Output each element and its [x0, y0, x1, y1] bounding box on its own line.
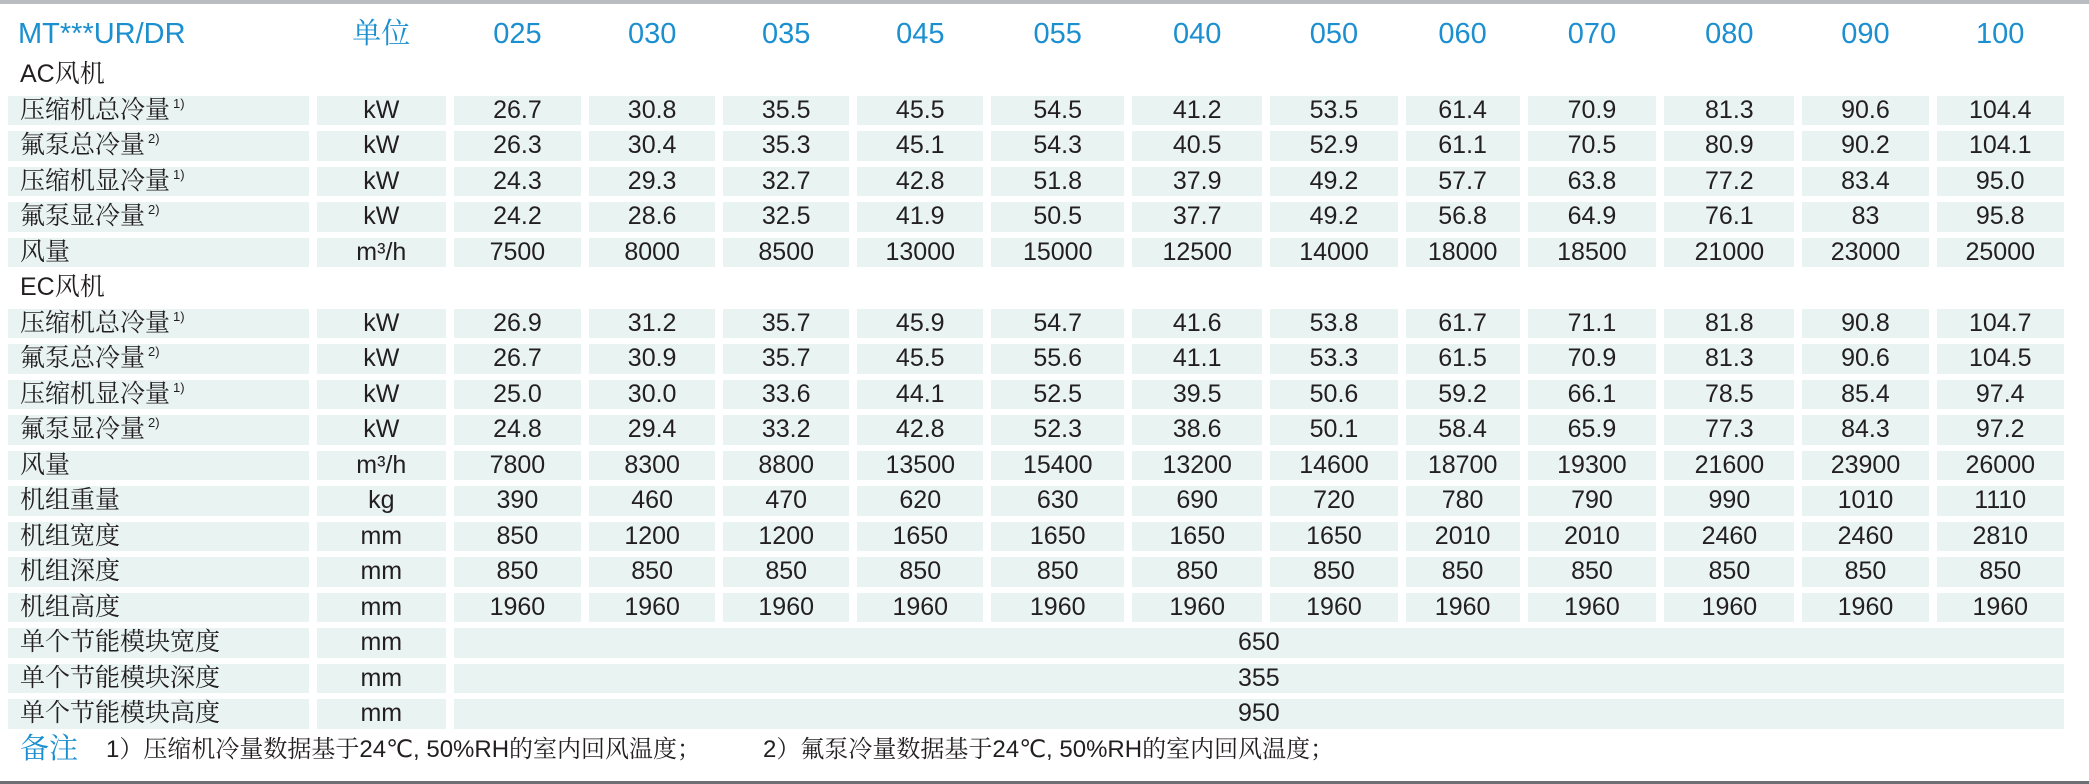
table-row — [8, 96, 2064, 126]
value-cell: 1960 — [857, 593, 983, 623]
model-column-header: 090 — [1802, 14, 1928, 54]
merged-value-cell: 950 — [454, 699, 2064, 729]
footnote-marker: 2) — [148, 202, 160, 217]
spec-table — [0, 8, 2072, 735]
value-cell: 25000 — [1937, 238, 2065, 268]
value-cell: 850 — [454, 522, 581, 552]
row-label: 机组深度 — [20, 557, 121, 585]
value-cell: 49.2 — [1270, 167, 1397, 197]
value-cell: 29.3 — [589, 167, 715, 197]
unit-cell: kW — [317, 167, 446, 197]
row-label: 单个节能模块宽度 — [8, 628, 309, 658]
row-label: 单个节能模块深度 — [8, 664, 309, 694]
value-cell: 41.1 — [1132, 344, 1262, 374]
unit-cell: mm — [317, 593, 446, 623]
table-row — [8, 309, 2064, 339]
row-label-cell — [8, 486, 309, 516]
value-cell: 470 — [723, 486, 849, 516]
value-cell: 31.2 — [589, 309, 715, 339]
value-cell: 33.2 — [723, 415, 849, 445]
value-cell: 850 — [1802, 557, 1928, 587]
value-cell: 77.2 — [1664, 167, 1794, 197]
value-cell: 37.9 — [1132, 167, 1262, 197]
row-label: 氟泵显冷量 — [20, 415, 146, 443]
value-cell: 41.2 — [1132, 96, 1262, 126]
value-cell: 38.6 — [1132, 415, 1262, 445]
row-label: 氟泵总冷量 — [20, 131, 146, 159]
row-label: 氟泵显冷量 — [20, 202, 146, 230]
value-cell: 850 — [1132, 557, 1262, 587]
value-cell: 35.7 — [723, 344, 849, 374]
row-label-cell — [8, 131, 309, 161]
value-cell: 70.5 — [1528, 131, 1657, 161]
table-row — [8, 486, 2064, 516]
row-label: 机组高度 — [20, 592, 121, 621]
row-label-cell — [8, 96, 309, 126]
row-label-cell — [8, 309, 309, 339]
footnote-marker: 2) — [148, 344, 160, 359]
value-cell: 460 — [589, 486, 715, 516]
table-row — [8, 202, 2064, 232]
value-cell: 39.5 — [1132, 380, 1262, 410]
value-cell: 104.1 — [1937, 131, 2065, 161]
value-cell: 56.8 — [1406, 202, 1520, 232]
model-column-header: 055 — [991, 14, 1124, 54]
row-label-cell — [8, 238, 309, 268]
notes-title: 备注 — [20, 732, 79, 765]
value-cell: 850 — [1664, 557, 1794, 587]
value-cell: 81.8 — [1664, 309, 1794, 339]
value-cell: 78.5 — [1664, 380, 1794, 410]
model-column-header: 050 — [1270, 14, 1397, 54]
row-label-cell — [8, 522, 309, 552]
value-cell: 8500 — [723, 238, 849, 268]
value-cell: 19300 — [1528, 451, 1657, 481]
value-cell: 1960 — [1270, 593, 1397, 623]
value-cell: 55.6 — [991, 344, 1124, 374]
value-cell: 850 — [454, 557, 581, 587]
row-label-cell — [8, 593, 309, 623]
value-cell: 64.9 — [1528, 202, 1657, 232]
value-cell: 1110 — [1937, 486, 2065, 516]
value-cell: 2010 — [1528, 522, 1657, 552]
value-cell: 30.9 — [589, 344, 715, 374]
model-column-header: 030 — [589, 14, 715, 54]
value-cell: 18500 — [1528, 238, 1657, 268]
row-label: 压缩机总冷量 — [20, 308, 171, 337]
footnote-marker: 1) — [173, 95, 185, 111]
row-label: 机组重量 — [20, 486, 121, 514]
value-cell: 61.4 — [1406, 96, 1520, 126]
value-cell: 50.6 — [1270, 380, 1397, 410]
top-rule — [0, 0, 2089, 4]
value-cell: 35.3 — [723, 131, 849, 161]
value-cell: 24.2 — [454, 202, 581, 232]
value-cell: 81.3 — [1664, 344, 1794, 374]
value-cell: 1960 — [589, 593, 715, 623]
value-cell: 45.1 — [857, 131, 983, 161]
footnotes — [20, 728, 1334, 764]
row-label: 压缩机总冷量 — [20, 95, 171, 124]
value-cell: 25.0 — [454, 380, 581, 410]
value-cell: 45.9 — [857, 309, 983, 339]
value-cell: 850 — [1937, 557, 2065, 587]
value-cell: 18000 — [1406, 238, 1520, 268]
unit-cell: kW — [317, 344, 446, 374]
value-cell: 80.9 — [1664, 131, 1794, 161]
value-cell: 35.5 — [723, 96, 849, 126]
value-cell: 49.2 — [1270, 202, 1397, 232]
value-cell: 58.4 — [1406, 415, 1520, 445]
value-cell: 61.1 — [1406, 131, 1520, 161]
value-cell: 85.4 — [1802, 380, 1928, 410]
value-cell: 41.9 — [857, 202, 983, 232]
value-cell: 76.1 — [1664, 202, 1794, 232]
section-row — [8, 273, 2064, 303]
table-row — [8, 699, 2064, 729]
value-cell: 65.9 — [1528, 415, 1657, 445]
value-cell: 28.6 — [589, 202, 715, 232]
model-column-header: 040 — [1132, 14, 1262, 54]
value-cell: 26.9 — [454, 309, 581, 339]
value-cell: 1650 — [1270, 522, 1397, 552]
row-label-cell — [8, 557, 309, 587]
table-row — [8, 344, 2064, 374]
unit-cell: kW — [317, 380, 446, 410]
model-column-header: 045 — [857, 14, 983, 54]
value-cell: 70.9 — [1528, 344, 1657, 374]
model-header: MT***UR/DR — [18, 18, 186, 50]
value-cell: 71.1 — [1528, 309, 1657, 339]
value-cell: 850 — [589, 557, 715, 587]
section-row — [8, 60, 2064, 90]
value-cell: 97.4 — [1937, 380, 2065, 410]
footnote-marker: 2) — [148, 131, 160, 146]
row-label-cell — [8, 380, 309, 410]
row-label: 压缩机显冷量 — [20, 166, 171, 195]
value-cell: 1960 — [1528, 593, 1657, 623]
value-cell: 2010 — [1406, 522, 1520, 552]
model-column-header: 035 — [723, 14, 849, 54]
value-cell: 83 — [1802, 202, 1928, 232]
model-column-header: 060 — [1406, 14, 1520, 54]
value-cell: 90.6 — [1802, 344, 1928, 374]
unit-cell: m³/h — [317, 238, 446, 268]
value-cell: 15000 — [991, 238, 1124, 268]
value-cell: 50.1 — [1270, 415, 1397, 445]
value-cell: 850 — [1270, 557, 1397, 587]
section-title: EC风机 — [20, 273, 105, 301]
merged-value-cell: 355 — [454, 664, 2064, 694]
value-cell: 26.7 — [454, 344, 581, 374]
unit-cell: kW — [317, 96, 446, 126]
value-cell: 850 — [857, 557, 983, 587]
unit-cell: kg — [317, 486, 446, 516]
value-cell: 14000 — [1270, 238, 1397, 268]
value-cell: 97.2 — [1937, 415, 2065, 445]
value-cell: 45.5 — [857, 344, 983, 374]
value-cell: 21600 — [1664, 451, 1794, 481]
row-label: 氟泵总冷量 — [20, 344, 146, 372]
value-cell: 13500 — [857, 451, 983, 481]
value-cell: 1960 — [1664, 593, 1794, 623]
value-cell: 57.7 — [1406, 167, 1520, 197]
value-cell: 23900 — [1802, 451, 1928, 481]
row-label: 风量 — [20, 237, 71, 266]
value-cell: 850 — [991, 557, 1124, 587]
value-cell: 37.7 — [1132, 202, 1262, 232]
value-cell: 7500 — [454, 238, 581, 268]
value-cell: 32.7 — [723, 167, 849, 197]
value-cell: 12500 — [1132, 238, 1262, 268]
value-cell: 1010 — [1802, 486, 1928, 516]
value-cell: 1960 — [1406, 593, 1520, 623]
value-cell: 104.5 — [1937, 344, 2065, 374]
value-cell: 1960 — [723, 593, 849, 623]
value-cell: 52.5 — [991, 380, 1124, 410]
value-cell: 630 — [991, 486, 1124, 516]
unit-cell: kW — [317, 131, 446, 161]
table-row — [8, 628, 2064, 658]
value-cell: 53.3 — [1270, 344, 1397, 374]
value-cell: 35.7 — [723, 309, 849, 339]
value-cell: 41.6 — [1132, 309, 1262, 339]
value-cell: 1960 — [1937, 593, 2065, 623]
value-cell: 70.9 — [1528, 96, 1657, 126]
table-row — [8, 380, 2064, 410]
value-cell: 54.5 — [991, 96, 1124, 126]
model-column-header: 070 — [1528, 14, 1657, 54]
value-cell: 850 — [1528, 557, 1657, 587]
value-cell: 26.7 — [454, 96, 581, 126]
model-column-header: 025 — [454, 14, 581, 54]
value-cell: 52.9 — [1270, 131, 1397, 161]
unit-cell: kW — [317, 415, 446, 445]
value-cell: 32.5 — [723, 202, 849, 232]
value-cell: 2460 — [1802, 522, 1928, 552]
value-cell: 8300 — [589, 451, 715, 481]
value-cell: 720 — [1270, 486, 1397, 516]
value-cell: 8000 — [589, 238, 715, 268]
value-cell: 13200 — [1132, 451, 1262, 481]
value-cell: 59.2 — [1406, 380, 1520, 410]
value-cell: 54.3 — [991, 131, 1124, 161]
value-cell: 7800 — [454, 451, 581, 481]
unit-cell: mm — [317, 699, 446, 729]
value-cell: 13000 — [857, 238, 983, 268]
value-cell: 29.4 — [589, 415, 715, 445]
value-cell: 26000 — [1937, 451, 2065, 481]
section-title: AC风机 — [20, 60, 105, 88]
value-cell: 18700 — [1406, 451, 1520, 481]
row-label-cell — [8, 202, 309, 232]
table-row — [8, 415, 2064, 445]
value-cell: 42.8 — [857, 167, 983, 197]
footnote-marker: 1) — [173, 379, 185, 395]
value-cell: 81.3 — [1664, 96, 1794, 126]
table-row — [8, 167, 2064, 197]
table-row — [8, 451, 2064, 481]
value-cell: 61.5 — [1406, 344, 1520, 374]
value-cell: 790 — [1528, 486, 1657, 516]
value-cell: 54.7 — [991, 309, 1124, 339]
value-cell: 24.3 — [454, 167, 581, 197]
value-cell: 104.7 — [1937, 309, 2065, 339]
value-cell: 780 — [1406, 486, 1520, 516]
value-cell: 83.4 — [1802, 167, 1928, 197]
value-cell: 63.8 — [1528, 167, 1657, 197]
value-cell: 30.8 — [589, 96, 715, 126]
value-cell: 51.8 — [991, 167, 1124, 197]
row-label: 单个节能模块高度 — [8, 699, 309, 729]
unit-cell: mm — [317, 664, 446, 694]
unit-cell: kW — [317, 309, 446, 339]
value-cell: 53.5 — [1270, 96, 1397, 126]
table-row — [8, 131, 2064, 161]
table-row — [8, 522, 2064, 552]
unit-cell: mm — [317, 628, 446, 658]
row-label: 机组宽度 — [20, 521, 121, 550]
value-cell: 53.8 — [1270, 309, 1397, 339]
merged-value-cell: 650 — [454, 628, 2064, 658]
value-cell: 2460 — [1664, 522, 1794, 552]
value-cell: 1650 — [1132, 522, 1262, 552]
row-label-cell — [8, 415, 309, 445]
value-cell: 77.3 — [1664, 415, 1794, 445]
value-cell: 1650 — [991, 522, 1124, 552]
value-cell: 1650 — [857, 522, 983, 552]
header-row — [8, 14, 2064, 54]
value-cell: 23000 — [1802, 238, 1928, 268]
value-cell: 690 — [1132, 486, 1262, 516]
unit-cell: mm — [317, 522, 446, 552]
value-cell: 390 — [454, 486, 581, 516]
table-row — [8, 593, 2064, 623]
value-cell: 2810 — [1937, 522, 2065, 552]
value-cell: 90.8 — [1802, 309, 1928, 339]
table-row — [8, 664, 2064, 694]
value-cell: 90.6 — [1802, 96, 1928, 126]
value-cell: 44.1 — [857, 380, 983, 410]
value-cell: 66.1 — [1528, 380, 1657, 410]
table-row — [8, 557, 2064, 587]
row-label-cell — [8, 344, 309, 374]
footnote-marker: 1) — [173, 308, 185, 324]
value-cell: 1960 — [1132, 593, 1262, 623]
value-cell: 26.3 — [454, 131, 581, 161]
value-cell: 61.7 — [1406, 309, 1520, 339]
model-column-header: 080 — [1664, 14, 1794, 54]
value-cell: 8800 — [723, 451, 849, 481]
value-cell: 52.3 — [991, 415, 1124, 445]
note-2: 2）氟泵冷量数据基于24℃, 50%RH的室内回风温度； — [763, 735, 1335, 763]
value-cell: 33.6 — [723, 380, 849, 410]
table-row — [8, 238, 2064, 268]
value-cell: 1960 — [454, 593, 581, 623]
value-cell: 990 — [1664, 486, 1794, 516]
value-cell: 1960 — [1802, 593, 1928, 623]
unit-header: 单位 — [317, 14, 446, 54]
unit-cell: m³/h — [317, 451, 446, 481]
row-label: 压缩机显冷量 — [20, 379, 171, 408]
value-cell: 42.8 — [857, 415, 983, 445]
row-label-cell — [8, 451, 309, 481]
footnote-marker: 2) — [148, 415, 160, 430]
value-cell: 30.0 — [589, 380, 715, 410]
value-cell: 1200 — [723, 522, 849, 552]
value-cell: 1200 — [589, 522, 715, 552]
value-cell: 1960 — [991, 593, 1124, 623]
model-column-header: 100 — [1937, 14, 2065, 54]
unit-cell: kW — [317, 202, 446, 232]
value-cell: 95.0 — [1937, 167, 2065, 197]
value-cell: 30.4 — [589, 131, 715, 161]
row-label: 风量 — [20, 450, 71, 479]
unit-cell: mm — [317, 557, 446, 587]
note-1: 1）压缩机冷量数据基于24℃, 50%RH的室内回风温度； — [106, 735, 702, 763]
value-cell: 104.4 — [1937, 96, 2065, 126]
row-label-cell — [8, 167, 309, 197]
value-cell: 620 — [857, 486, 983, 516]
value-cell: 40.5 — [1132, 131, 1262, 161]
value-cell: 84.3 — [1802, 415, 1928, 445]
value-cell: 14600 — [1270, 451, 1397, 481]
value-cell: 24.8 — [454, 415, 581, 445]
value-cell: 850 — [723, 557, 849, 587]
value-cell: 850 — [1406, 557, 1520, 587]
value-cell: 90.2 — [1802, 131, 1928, 161]
footnote-marker: 1) — [173, 166, 185, 182]
value-cell: 45.5 — [857, 96, 983, 126]
value-cell: 50.5 — [991, 202, 1124, 232]
value-cell: 15400 — [991, 451, 1124, 481]
value-cell: 95.8 — [1937, 202, 2065, 232]
value-cell: 21000 — [1664, 238, 1794, 268]
